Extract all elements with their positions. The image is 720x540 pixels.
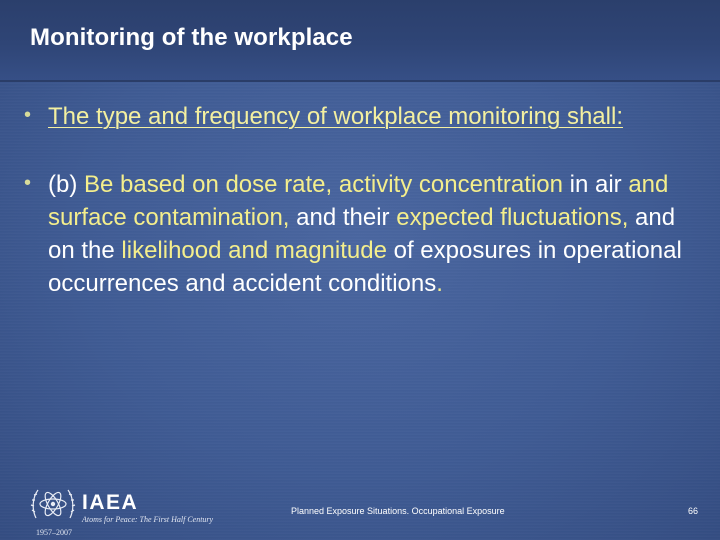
bullet-segment: in air <box>562 171 622 198</box>
bullet-item <box>22 100 692 133</box>
bullet-segment: of exposures in operational occurrences and accident conditions <box>48 237 682 297</box>
bullet-text: The type and frequency of workplace monitoring shall: <box>48 103 623 130</box>
bullet-segment: expected fluctuations, <box>389 204 629 231</box>
bullet-segment: and on the <box>48 204 676 264</box>
footer-caption: Planned Exposure Situations. Occupational Exposure <box>291 506 505 516</box>
bullet-dot-icon: • <box>24 104 32 126</box>
logo-years: 1957–2007 <box>36 528 72 537</box>
bullet-segment: Be based on dose rate, activity concentration <box>77 171 563 198</box>
iaea-atom-emblem-icon <box>30 484 76 526</box>
page-number: 66 <box>688 506 699 516</box>
logo-tagline: Atoms for Peace: The First Half Century <box>82 515 214 524</box>
iaea-wordmark: IAEA <box>82 491 139 514</box>
bullet-segment: . <box>436 270 443 297</box>
bullet-segment: likelihood and magnitude <box>114 237 387 264</box>
bullet-dot-icon: • <box>24 172 32 194</box>
title-bar <box>0 0 720 82</box>
bullet-item <box>22 168 692 300</box>
bullet-list <box>22 100 692 300</box>
slide-title: Monitoring of the workplace <box>30 24 353 51</box>
iaea-logo <box>30 482 220 540</box>
bullet-segment: (b) <box>48 171 78 198</box>
bullet-segment: and surface contamination, <box>48 171 669 231</box>
bullet-segment: and their <box>289 204 390 231</box>
